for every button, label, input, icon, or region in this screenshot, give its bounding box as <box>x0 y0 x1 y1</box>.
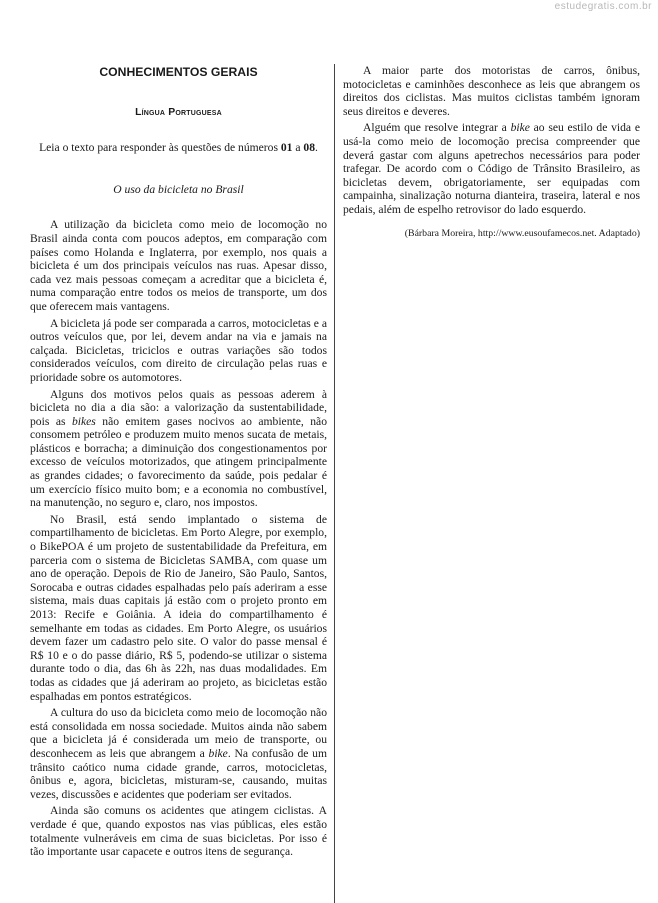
paragraph-5 <box>30 706 327 801</box>
article-body <box>30 218 327 858</box>
instruction-num-start: 01 <box>280 141 293 155</box>
paragraph-8 <box>343 121 640 216</box>
paragraph-6: Ainda são comuns os acidentes que atingem ciclistas. A verdade é que, quando expostos nas vias públicas, eles estão totalmente vulneráveis em cima de suas bicicletas. Por isso é tão importante usar capacete e outros itens de segurança. <box>30 804 327 859</box>
paragraph-5-part-a: A cultura do uso da bicicleta como meio de locomoção não está consolidada em nossa sociedade. Muitos ainda não sabem que a bicicleta já é considerada um meio de transporte, ou desconhecem as leis que abrangem a <box>30 706 327 760</box>
instruction-prefix: Leia o texto para responder às questões de números <box>39 141 281 155</box>
paragraph-8-part-a: Alguém que resolve integrar a <box>363 121 511 135</box>
text-title: O uso da bicicleta no Brasil <box>113 182 244 196</box>
source-credit: (Bárbara Moreira, http://www.eusoufamecos.net. Adaptado) <box>404 227 640 239</box>
watermark: estudegratis.com.br <box>554 1 652 12</box>
paragraph-5-italic: bike <box>208 746 228 760</box>
instruction-mid: a <box>292 141 304 155</box>
column-divider <box>334 64 335 903</box>
instruction-num-end: 08 <box>303 141 315 155</box>
paragraph-7: A maior parte dos motoristas de carros, ônibus, motocicletas e caminhões desconhece as leis que abrangem os direitos dos ciclistas. Mas muitos ciclistas também ignoram seus direitos e deveres. <box>343 64 640 118</box>
paragraph-8-italic: bike <box>510 121 530 135</box>
paragraph-3-part-a: Alguns dos motivos pelos quais as pessoas aderem à bicicleta no dia a dia são: a valorização da sustentabilidade, pois as <box>30 387 327 428</box>
instruction <box>30 141 327 155</box>
paragraph-8-part-b: ao seu estilo de vida e usá-la como meio de locomoção precisa compreender que deverá gastar com alguns apetrechos necessários para poder trafegar. De acordo com o Código de Trânsito Brasileiro, as bicicletas devem, obrigatoriamente, ser equipadas com campainha, sinalização noturna dianteira, traseira, lateral e nos pedais, além de espelho retrovisor do lado esquerdo. <box>343 121 640 216</box>
paragraph-2: A bicicleta já pode ser comparada a carros, motocicletas e a outros veículos que, por lei, devem andar na via e jamais na calçada. Bicicletas, triciclos e outras variações são todos considerados veículos, com direito de circulação pelas ruas e prioridade sobre os automotores. <box>30 316 327 384</box>
left-column <box>30 64 327 862</box>
paragraph-5-part-b: . Na confusão de um trânsito caótico numa cidade grande, carros, motocicletas, ônibus e, agora, bicicletas, misturam-se, causando, muitas vezes, discussões e acidentes que poderiam ser evitados. <box>30 746 327 801</box>
paragraph-3-part-b: não emitem gases nocivos ao ambiente, não consomem petróleo e produzem muito menos sucata de metais, plásticos e borracha; a diminuição dos congestionamentos por excesso de veículos motorizados, que atingem principalmente as grandes cidades; o favorecimento da saúde, pois pedalar é um exercício físico muito bom; e a economia no combustível, na manutenção, no seguro e, claro, nos impostos. <box>30 414 327 510</box>
paragraph-1: A utilização da bicicleta como meio de locomoção no Brasil ainda conta com poucos adeptos, em comparação com países como Holanda e Inglaterra, por exemplo, nos quais a bicicleta é um dos principais veículos nas ruas. Apesar disso, cada vez mais pessoas começam a acreditar que a bicicleta é, numa comparação entre todos os meios de transporte, um dos que oferecem mais vantagens. <box>30 218 327 313</box>
section-title: CONHECIMENTOS GERAIS <box>99 65 258 79</box>
subject-heading: Língua Portuguesa <box>135 106 222 118</box>
instruction-suffix: . <box>315 141 318 155</box>
right-column <box>343 64 640 240</box>
paragraph-3 <box>30 388 327 510</box>
paragraph-3-italic: bikes <box>71 414 96 428</box>
paragraph-4: No Brasil, está sendo implantado o sistema de compartilhamento de bicicletas. Em Porto Alegre, por exemplo, o BikePOA é um projeto de sustentabilidade da Prefeitura, em parceria com o sistema de Bicicletas SAMBA, com quase um ano de operação. Depois de Rio de Janeiro, São Paulo, Santos, Sorocaba e outras cidades espalhadas pelo país aderiram a esse sistema, mais duas capitais já estão com o projeto pronto em 2013: Recife e Goiânia. A ideia do compartilhamento é semelhante em todas as cidades. Em Porto Alegre, os usuários devem fazer um cadastro pelo site. O valor do passe mensal é R$ 10 e o do passe diário, R$ 5, podendo-se utilizar o sistema durante todo o dia, das 6h às 22h, nas duas modalidades. Em todas as cidades que já aderiram ao projeto, as bicicletas estão espalhadas em pontos estratégicos. <box>30 512 327 703</box>
